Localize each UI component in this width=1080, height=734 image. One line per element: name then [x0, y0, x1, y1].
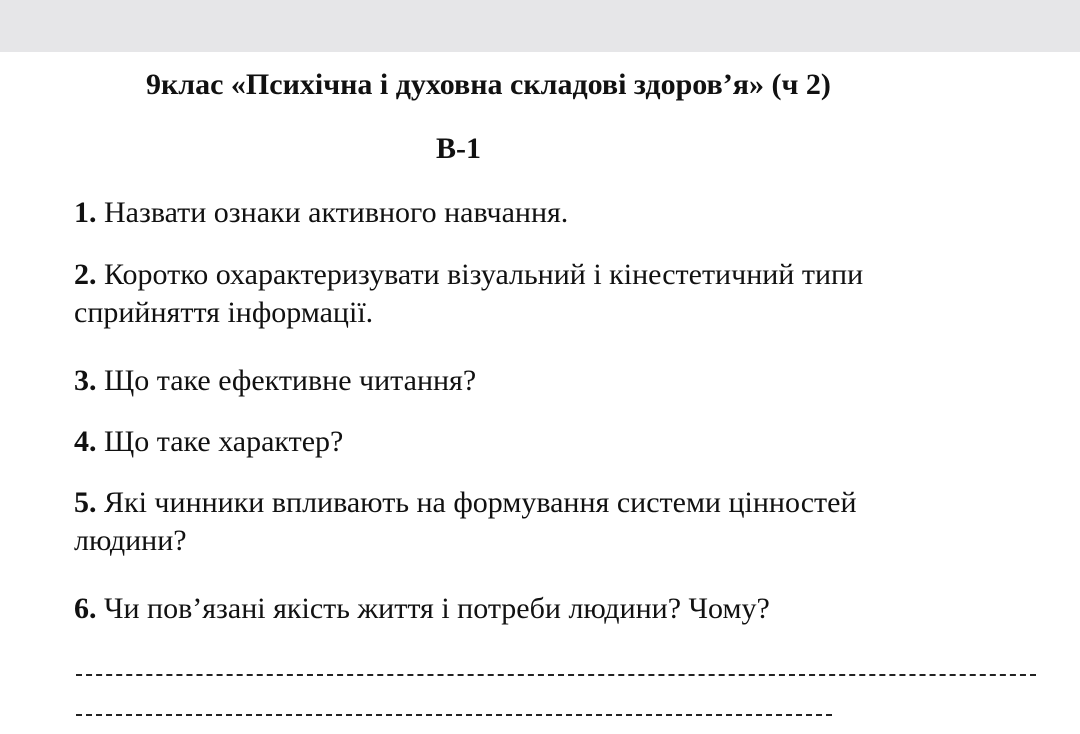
variant-label: В-1 [436, 132, 481, 165]
question-text: Назвати ознаки активного навчання. [104, 196, 569, 229]
question-text: Коротко охарактеризувати візуальний і кінестетичний типи [104, 258, 864, 291]
question-number: 1. [74, 196, 97, 229]
question-number: 2. [74, 258, 97, 291]
question-text-continued: сприйняття інформації. [74, 296, 374, 329]
question-text: Що таке характер? [104, 425, 344, 458]
question-text-continued: людини? [74, 524, 187, 557]
question-1 [74, 194, 1064, 232]
question-number: 6. [74, 592, 97, 625]
question-number: 3. [74, 364, 97, 397]
question-number: 5. [74, 486, 97, 519]
document-sheet [0, 52, 1080, 734]
top-bar [0, 0, 1080, 52]
document-title: 9клас «Психічна і духовна складові здоров’я» (ч 2) [146, 68, 831, 101]
question-text: Які чинники впливають на формування системи цінностей [104, 486, 857, 519]
question-number: 4. [74, 425, 97, 458]
answer-dashed-line [76, 714, 832, 716]
question-text: Що таке ефективне читання? [104, 364, 477, 397]
question-2 [74, 256, 1064, 332]
question-3 [74, 362, 1064, 400]
answer-dashed-line [76, 674, 1036, 676]
question-6 [74, 590, 1064, 628]
question-4 [74, 423, 1064, 461]
question-5 [74, 484, 1064, 560]
question-text: Чи пов’язані якість життя і потреби людини? Чому? [104, 592, 770, 625]
